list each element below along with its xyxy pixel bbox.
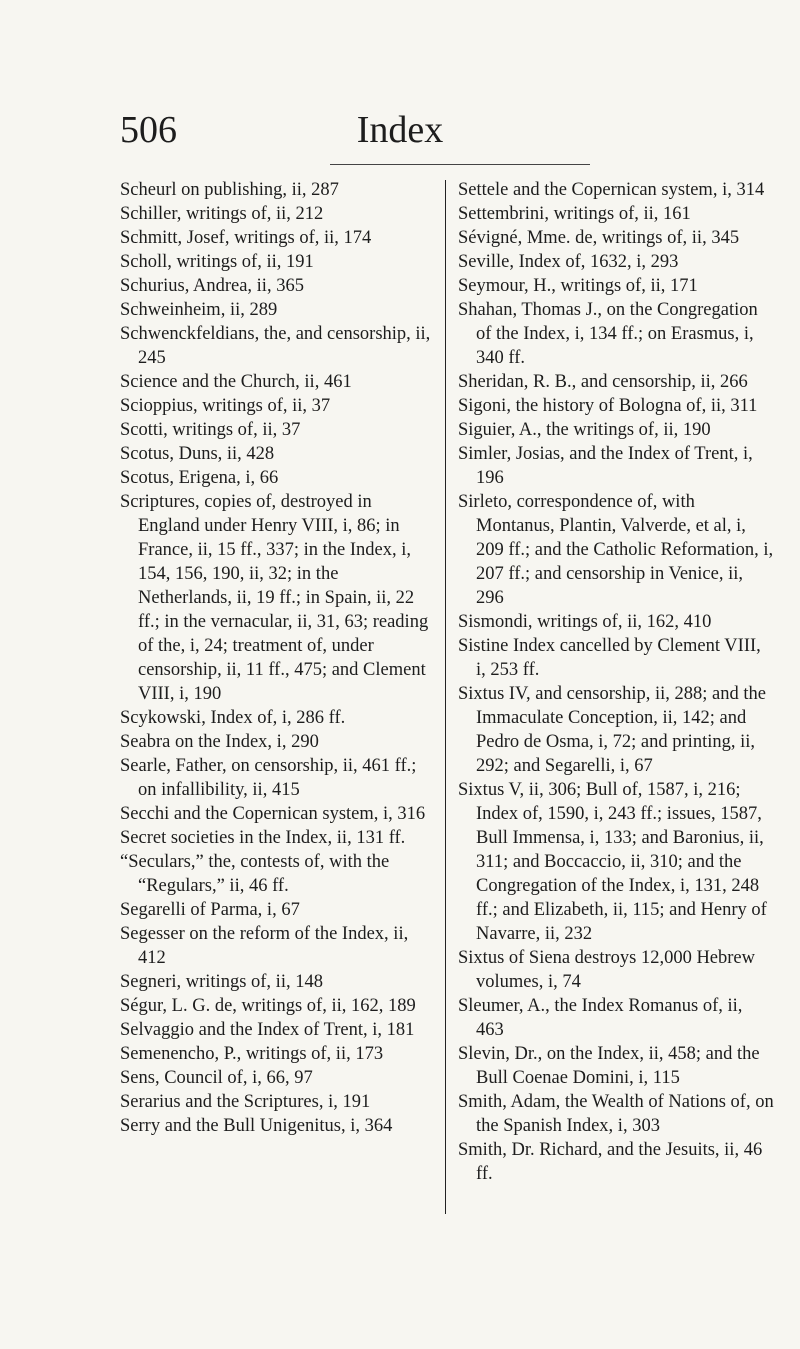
index-entry: Smith, Adam, the Wealth of Nations of, on the Spanish Index, i, 303 — [458, 1092, 774, 1136]
index-entry: Schiller, writings of, ii, 212 — [120, 204, 324, 224]
index-entry: “Seculars,” the, contests of, with the “Regulars,” ii, 46 ff. — [120, 852, 390, 896]
index-entry: Schurius, Andrea, ii, 365 — [120, 276, 304, 296]
index-entry: Segarelli of Parma, i, 67 — [120, 900, 300, 920]
page-number: 506 — [120, 109, 177, 151]
index-entry: Sleumer, A., the Index Romanus of, ii, 463 — [458, 996, 743, 1040]
index-entry: Seabra on the Index, i, 290 — [120, 732, 319, 752]
index-entry: Semenencho, P., writings of, ii, 173 — [120, 1044, 384, 1064]
index-entry: Slevin, Dr., on the Index, ii, 458; and the Bull Coenae Domini, i, 115 — [458, 1044, 760, 1088]
index-entry: Segneri, writings of, ii, 148 — [120, 972, 323, 992]
index-entry: Smith, Dr. Richard, and the Jesuits, ii, 46 ff. — [458, 1140, 763, 1184]
index-entry: Searle, Father, on censorship, ii, 461 ff.; on infallibility, ii, 415 — [120, 756, 417, 800]
index-entry: Scheurl on publishing, ii, 287 — [120, 180, 339, 200]
index-entry: Seville, Index of, 1632, i, 293 — [458, 252, 679, 272]
index-entry: Schweinheim, ii, 289 — [120, 300, 278, 320]
column-divider — [445, 180, 446, 1214]
index-entry: Secret societies in the Index, ii, 131 ff. — [120, 828, 406, 848]
index-entry: Sirleto, correspondence of, with Montanus, Plantin, Valverde, et al, i, 209 ff.; and the Catholic Reformation, i, 207 ff.; and censorship in Venice, ii, 296 — [458, 492, 774, 608]
index-entry: Scotus, Erigena, i, 66 — [120, 468, 279, 488]
index-entry: Scotus, Duns, ii, 428 — [120, 444, 275, 464]
page-title: Index — [356, 109, 444, 151]
index-entry: Sixtus of Siena destroys 12,000 Hebrew volumes, i, 74 — [458, 948, 755, 992]
index-entry: Selvaggio and the Index of Trent, i, 181 — [120, 1020, 415, 1040]
index-entry: Seymour, H., writings of, ii, 171 — [458, 276, 698, 296]
index-entry: Sévigné, Mme. de, writings of, ii, 345 — [458, 228, 740, 248]
index-entry: Sixtus IV, and censorship, ii, 288; and the Immaculate Conception, ii, 142; and Pedro de Osma, i, 72; and printing, ii, 292; and Segarelli, i, 67 — [458, 684, 766, 776]
index-entry: Sixtus V, ii, 306; Bull of, 1587, i, 216; Index of, 1590, i, 243 ff.; issues, 1587, Bull Immensa, i, 133; and Baronius, ii, 311; and Boccaccio, ii, 310; and the Congregation of the Index, i, 131, 248 ff.; and Elizabeth, ii, 115; and Henry of Navarre, ii, 232 — [458, 780, 767, 944]
index-entry: Settele and the Copernican system, i, 314 — [458, 180, 765, 200]
index-entry: Simler, Josias, and the Index of Trent, i, 196 — [458, 444, 753, 488]
index-entry: Schmitt, Josef, writings of, ii, 174 — [120, 228, 372, 248]
index-entry: Scioppius, writings of, ii, 37 — [120, 396, 331, 416]
index-entry: Sens, Council of, i, 66, 97 — [120, 1068, 313, 1088]
index-entry: Scriptures, copies of, destroyed in England under Henry VIII, i, 86; in France, ii, 15 ff., 337; in the Index, i, 154, 156, 190, ii, 32; in the Netherlands, ii, 19 ff.; in Spain, ii, 22 ff.; in the vernacular, ii, 31, 63; reading of the, i, 24; treatment of, under censorship, ii, 11 ff., 475; and Clement VIII, i, 190 — [120, 492, 429, 704]
page-header — [0, 100, 800, 160]
index-entry: Serarius and the Scriptures, i, 191 — [120, 1092, 371, 1112]
index-entry: Sheridan, R. B., and censorship, ii, 266 — [458, 372, 748, 392]
index-column-left — [120, 178, 436, 1138]
index-entry: Schwenckfeldians, the, and censorship, ii, 245 — [120, 324, 431, 368]
index-entry: Scholl, writings of, ii, 191 — [120, 252, 314, 272]
index-entry: Sistine Index cancelled by Clement VIII, i, 253 ff. — [458, 636, 761, 680]
index-entry: Scotti, writings of, ii, 37 — [120, 420, 301, 440]
index-entry: Settembrini, writings of, ii, 161 — [458, 204, 691, 224]
header-rule — [330, 164, 590, 165]
index-entry: Sismondi, writings of, ii, 162, 410 — [458, 612, 712, 632]
index-entry: Shahan, Thomas J., on the Congregation of the Index, i, 134 ff.; on Erasmus, i, 340 ff. — [458, 300, 758, 368]
index-entry: Ségur, L. G. de, writings of, ii, 162, 189 — [120, 996, 416, 1016]
index-entry: Scykowski, Index of, i, 286 ff. — [120, 708, 346, 728]
index-column-right — [458, 178, 774, 1186]
index-entry: Sigoni, the history of Bologna of, ii, 311 — [458, 396, 758, 416]
index-entry: Siguier, A., the writings of, ii, 190 — [458, 420, 711, 440]
index-entry: Secchi and the Copernican system, i, 316 — [120, 804, 426, 824]
index-entry: Science and the Church, ii, 461 — [120, 372, 352, 392]
index-entry: Segesser on the reform of the Index, ii, 412 — [120, 924, 409, 968]
index-entry: Serry and the Bull Unigenitus, i, 364 — [120, 1116, 393, 1136]
